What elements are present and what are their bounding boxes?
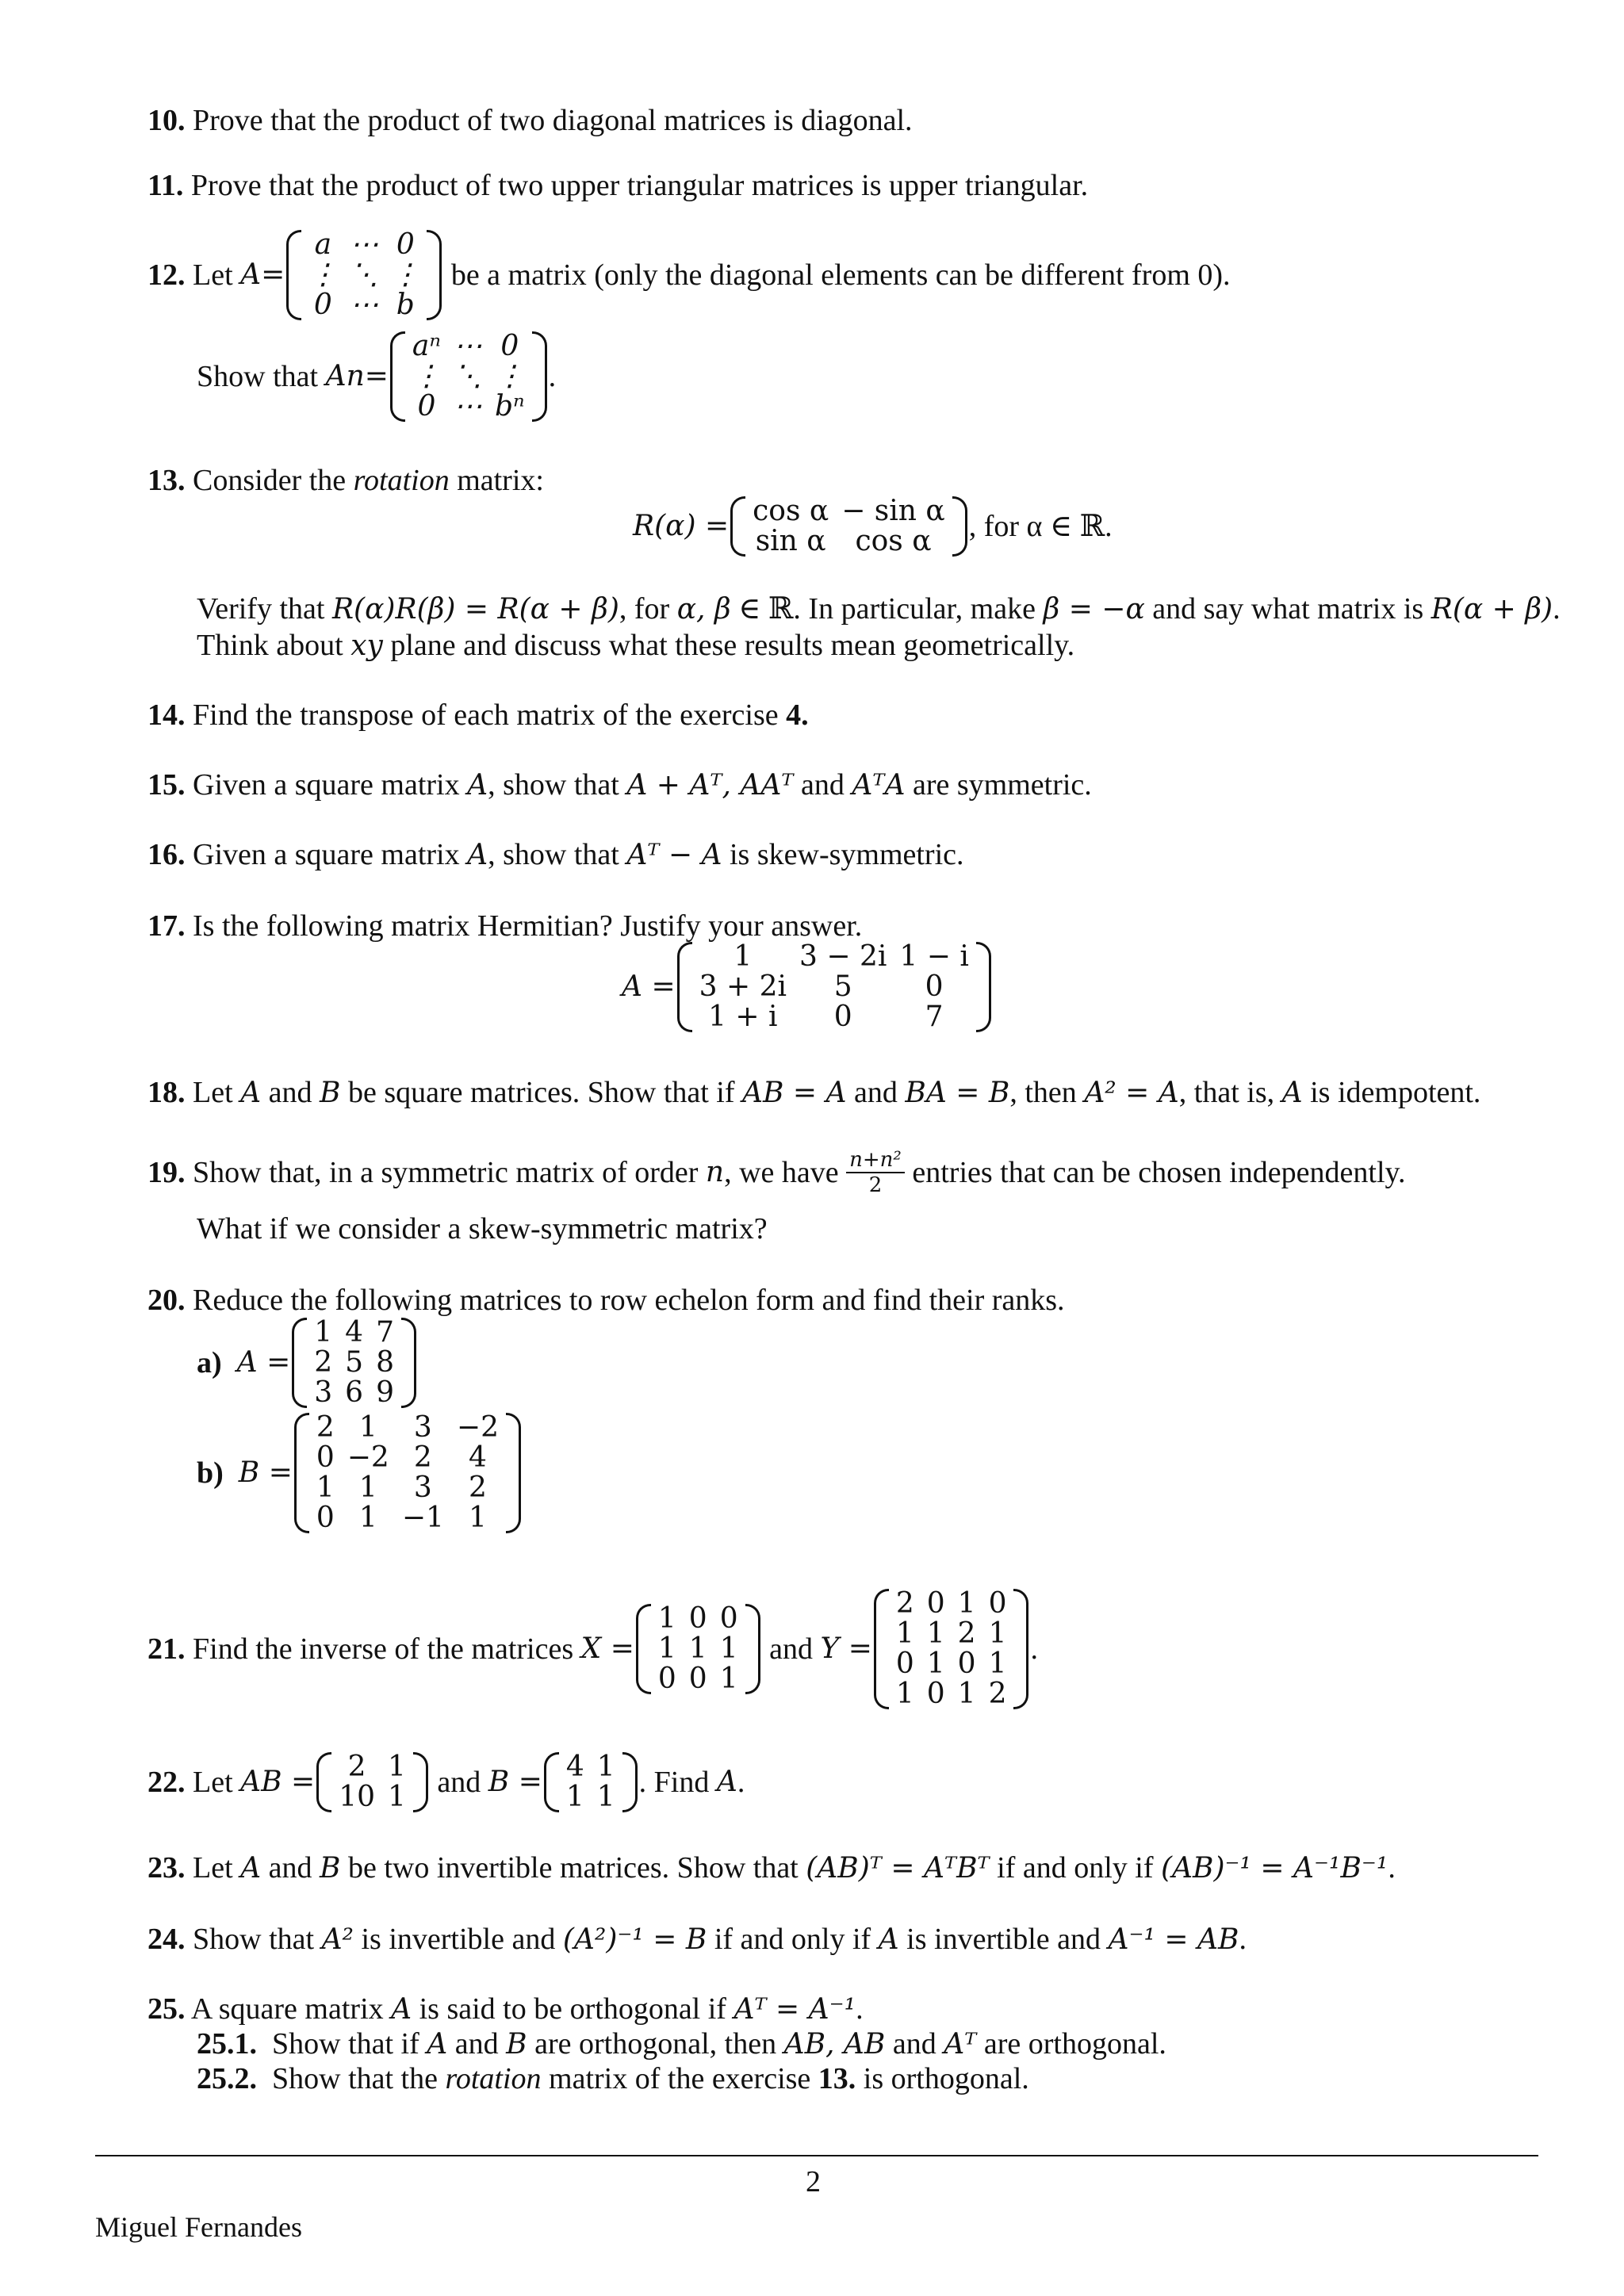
matrix-cell: 0 <box>926 1678 945 1710</box>
matrix-cell: 1 <box>469 1502 487 1534</box>
matrix-cell: 1 <box>719 1663 738 1695</box>
matrix-cell: 1 <box>926 1647 945 1680</box>
exercise-number: 21. <box>147 1632 186 1666</box>
matrix-cell: 1 <box>565 1781 584 1813</box>
exercise-number: 13. <box>147 464 186 497</box>
text: , that is, <box>1178 1076 1275 1109</box>
text: if and only if <box>714 1923 871 1956</box>
math-expression: A <box>240 1852 262 1885</box>
fraction-numerator: n+n² <box>846 1148 905 1173</box>
math-expression: xy <box>350 629 383 662</box>
text: is invertible and <box>361 1923 556 1956</box>
math-expression: A <box>878 1923 899 1956</box>
matrix-cell: 0 <box>895 1647 914 1680</box>
matrix-AB <box>315 1752 430 1812</box>
exercise-13-line1 <box>197 591 1561 627</box>
rotation-word: rotation <box>353 464 450 497</box>
text: , show that <box>488 838 619 871</box>
text: Given a square matrix <box>193 768 460 802</box>
exercise-reference: 4. <box>786 698 809 732</box>
exercise-text: Prove that the product of two upper triangular matrices is upper triangular. <box>190 169 1089 202</box>
text: Show that, in a symmetric matrix of order <box>193 1156 699 1189</box>
exercise-number: 20. <box>147 1284 186 1317</box>
matrix-cell: 0 <box>657 1663 676 1695</box>
exercise-number: 15. <box>147 768 186 802</box>
matrix-cell: 0 <box>719 1602 738 1635</box>
item-label: b) <box>197 1456 224 1490</box>
text: are symmetric. <box>913 768 1092 802</box>
matrix-cell: 3 <box>413 1411 432 1444</box>
math-expression: A <box>716 1766 737 1798</box>
show-word: Show that <box>197 360 319 393</box>
matrix-cell: 0 <box>926 1587 945 1620</box>
exercise-24 <box>147 1922 1247 1957</box>
text: is orthogonal. <box>863 2062 1029 2095</box>
matrix-cell: 0 <box>313 289 332 321</box>
for-alpha: , for α ∈ ℝ. <box>968 510 1113 543</box>
B-equals: B = <box>488 1766 542 1798</box>
matrix-cell: 0 <box>925 970 944 1003</box>
matrix-cell: 0 <box>833 1001 852 1033</box>
fraction-denominator: 2 <box>868 1173 883 1197</box>
text: . Find <box>638 1766 710 1799</box>
hermitian-matrix-equation <box>622 942 993 1032</box>
rotation-matrix-equation <box>633 496 1113 557</box>
matrix-cell: 1 + i <box>708 1001 778 1033</box>
matrix-cell: 0 <box>988 1587 1007 1620</box>
math-expression: α, β <box>676 593 731 626</box>
exercise-13 <box>147 463 544 498</box>
text: are orthogonal. <box>983 2027 1166 2061</box>
matrix-cell: 1 <box>316 1471 335 1504</box>
rotation-word: rotation <box>445 2062 542 2095</box>
B-equals: B = <box>238 1456 293 1489</box>
matrix-cell: sin α <box>755 525 826 557</box>
matrix-cell: ⋱ <box>453 360 482 392</box>
exercise-21 <box>147 1589 1038 1709</box>
matrix-cell: −2 <box>347 1441 389 1474</box>
math-expression: R(α)R(β) = R(α + β) <box>331 593 619 626</box>
matrix-cell: 1 <box>926 1617 945 1650</box>
equals: = <box>364 360 389 392</box>
Y-equals: Y = <box>820 1632 872 1665</box>
matrix-cell: 1 <box>596 1751 615 1783</box>
text: A square matrix <box>190 1992 384 2026</box>
text: , then <box>1009 1076 1077 1109</box>
math-expression: A <box>391 1993 412 2026</box>
text: Let <box>193 1076 233 1109</box>
exercise-number: 22. <box>147 1766 186 1799</box>
math-expression: A <box>240 1077 262 1109</box>
math-expression: A² <box>321 1923 354 1956</box>
matrix-cell: 5 <box>345 1346 364 1379</box>
item-label: a) <box>197 1346 222 1380</box>
exercise-text: Prove that the product of two diagonal matrices is diagonal. <box>193 104 913 137</box>
matrix-cell: ⋮ <box>308 258 338 291</box>
period: . <box>737 1766 745 1799</box>
matrix-cell: 2 <box>316 1411 335 1444</box>
text: and <box>801 768 845 802</box>
footer-divider <box>95 2155 1538 2156</box>
exercise-number: 14. <box>147 698 186 732</box>
matrix-cell: ⋱ <box>350 258 379 291</box>
exercise-18 <box>147 1075 1480 1111</box>
matrix-cell: 1 − i <box>899 940 969 973</box>
matrix-cell: 1 <box>719 1632 738 1665</box>
text: Show that if <box>272 2027 419 2061</box>
matrix-cell: 7 <box>925 1001 944 1033</box>
exercise-11 <box>147 168 1088 203</box>
matrix-cell: 1 <box>733 940 753 973</box>
text: . <box>1239 1923 1247 1956</box>
math-expression: B <box>320 1077 341 1109</box>
matrix-cell: aⁿ <box>412 330 441 362</box>
exercise-15 <box>147 767 1092 803</box>
math-expression: A² = A <box>1084 1077 1179 1109</box>
matrix-A-power-n <box>389 331 549 422</box>
exercise-23 <box>147 1850 1396 1886</box>
matrix-cell: a <box>314 228 332 261</box>
matrix-cell: ⋮ <box>412 360 441 392</box>
exercise-19 <box>147 1148 1406 1197</box>
matrix-cell: 2 <box>895 1587 914 1620</box>
AB-equals: AB = <box>240 1766 316 1798</box>
matrix-cell: 2 <box>314 1346 333 1379</box>
math-expression: AB, AB <box>783 2028 886 2061</box>
math-expression: Aᵀ − A <box>626 839 722 871</box>
matrix-cell: bⁿ <box>494 390 525 423</box>
matrix-cell: 0 <box>688 1663 707 1695</box>
matrix-cell: ⋯ <box>350 289 379 321</box>
matrix-cell: 5 <box>833 970 852 1003</box>
text: matrix of the exercise <box>549 2062 811 2095</box>
matrix-cell: 1 <box>358 1411 377 1444</box>
text: Verify that <box>197 592 325 626</box>
equals: = <box>261 258 285 291</box>
matrix-cell: 1 <box>358 1502 377 1534</box>
author-name: Miguel Fernandes <box>95 2211 302 2243</box>
text: is said to be orthogonal if <box>419 1992 726 2026</box>
text: , we have <box>724 1156 839 1189</box>
text: , show that <box>488 768 619 802</box>
matrix-cell: 1 <box>657 1602 676 1635</box>
exercise-number: 23. <box>147 1851 186 1885</box>
text: plane and discuss what these results mean geometrically. <box>390 629 1075 662</box>
text: is skew-symmetric. <box>730 838 964 871</box>
R-alpha: R(α) = <box>633 510 730 542</box>
text: is invertible and <box>906 1923 1101 1956</box>
exercise-13-line2 <box>197 628 1074 664</box>
matrix-cell: 0 <box>500 330 519 362</box>
math-expression: β = −α <box>1043 593 1145 626</box>
A-equals: A = <box>236 1346 291 1379</box>
exercise-25 <box>147 1992 864 2027</box>
math-expression: BA = B <box>905 1077 1010 1109</box>
A-equals: A = <box>622 970 676 1003</box>
math-expression: R(α + β) <box>1431 593 1553 626</box>
matrix-cell: ⋯ <box>350 228 379 261</box>
text: Think about <box>197 629 343 662</box>
let-word: Let <box>193 258 233 292</box>
math-expression: Aᵀ <box>944 2028 977 2061</box>
matrix-cell: 2 <box>347 1751 366 1783</box>
text: and <box>268 1851 312 1885</box>
text: and <box>854 1076 898 1109</box>
page-number: 2 <box>806 2165 821 2198</box>
math-expression: (AB)⁻¹ = A⁻¹B⁻¹ <box>1161 1852 1388 1885</box>
exercise-text: be a matrix (only the diagonal elements can be different from 0). <box>450 258 1231 292</box>
matrix-cell: 6 <box>345 1376 364 1409</box>
text: be square matrices. Show that if <box>347 1076 735 1109</box>
text: Find the inverse of the matrices <box>193 1632 574 1666</box>
text: and say what matrix is <box>1152 592 1424 626</box>
X-equals: X = <box>580 1632 634 1665</box>
matrix-cell: 0 <box>957 1647 976 1680</box>
matrix-cell: 0 <box>417 390 436 423</box>
math-expression: A <box>467 769 488 802</box>
text: and <box>892 2027 936 2061</box>
matrix-cell: 1 <box>895 1678 914 1710</box>
text: What if we consider a skew-symmetric matrix? <box>197 1212 768 1246</box>
matrix-cell: 3 <box>413 1471 432 1504</box>
matrix-B <box>542 1752 639 1812</box>
text: Let <box>193 1766 233 1799</box>
matrix-cell: 1 <box>688 1632 707 1665</box>
text: Given a square matrix <box>193 838 460 871</box>
matrix-cell: 1 <box>596 1781 615 1813</box>
math-expression: A <box>1281 1077 1303 1109</box>
exercise-text: Find the transpose of each matrix of the exercise <box>193 698 779 732</box>
exercise-text: Is the following matrix Hermitian? Justify your answer. <box>193 909 863 943</box>
text: ∈ ℝ. In particular, make <box>738 592 1036 626</box>
fraction <box>846 1148 905 1197</box>
text: and <box>268 1076 312 1109</box>
math-expression: (A²)⁻¹ = B <box>562 1923 707 1956</box>
matrix-cell: 2 <box>413 1441 432 1474</box>
subexercise-number: 25.1. <box>197 2027 257 2061</box>
matrix-cell: 1 <box>314 1316 333 1349</box>
text: entries that can be chosen independently. <box>912 1156 1406 1189</box>
exercise-number: 24. <box>147 1923 186 1956</box>
math-expression: A + Aᵀ, AAᵀ <box>626 769 794 802</box>
text: . <box>1553 592 1561 626</box>
matrix-cell: 1 <box>957 1678 976 1710</box>
matrix-cell: 4 <box>565 1751 584 1783</box>
text: Let <box>193 1851 233 1885</box>
exercise-reference: 13. <box>818 2062 856 2095</box>
matrix-B <box>293 1413 523 1533</box>
math-expression: B <box>320 1852 341 1885</box>
matrix-cell: 8 <box>376 1346 394 1379</box>
math-expression: B <box>506 2028 527 2061</box>
exercise-20 <box>147 1283 1065 1318</box>
matrix-cell: 3 − 2i <box>799 940 887 973</box>
exercise-number: 16. <box>147 838 186 871</box>
matrix-cell: 0 <box>396 228 415 261</box>
matrix-cell: ⋮ <box>495 360 524 392</box>
math-expression: Aᵀ = A⁻¹ <box>733 1993 856 2026</box>
matrix-cell: 3 + 2i <box>699 970 787 1003</box>
matrix-cell: 1 <box>388 1751 406 1783</box>
exercise-number: 12. <box>147 258 186 292</box>
exercise-number: 19. <box>147 1156 186 1189</box>
matrix-A <box>285 230 443 320</box>
matrix-cell: 4 <box>469 1441 487 1474</box>
matrix-cell: 1 <box>957 1587 976 1620</box>
matrix-A <box>290 1318 418 1408</box>
math-A: A <box>240 258 262 291</box>
text: be two invertible matrices. Show that <box>347 1851 799 1885</box>
matrix-cell: ⋯ <box>453 330 482 362</box>
matrix-cell: 1 <box>388 1781 406 1813</box>
matrix-cell: 9 <box>376 1376 394 1409</box>
matrix-cell: 1 <box>988 1647 1007 1680</box>
exercise-12 <box>147 230 1231 320</box>
math-expression: AᵀA <box>852 769 906 802</box>
matrix-cell: 1 <box>895 1617 914 1650</box>
math-expression: AB = A <box>742 1077 847 1109</box>
text: is idempotent. <box>1310 1076 1481 1109</box>
matrix-cell: 0 <box>316 1502 335 1534</box>
matrix-cell: 1 <box>657 1632 676 1665</box>
text: , for <box>619 592 670 626</box>
exercise-16 <box>147 837 964 873</box>
matrix-cell: 1 <box>988 1617 1007 1650</box>
subexercise-number: 25.2. <box>197 2062 257 2095</box>
matrix-cell: − sin α <box>841 495 945 527</box>
matrix-cell: 2 <box>957 1617 976 1650</box>
period: . <box>1030 1632 1038 1666</box>
exercise-22 <box>147 1752 745 1812</box>
exercise-20b <box>197 1413 523 1533</box>
matrix-Y <box>872 1589 1031 1709</box>
matrix-cell: ⋮ <box>391 258 420 291</box>
exercise-17 <box>147 909 862 943</box>
matrix-A <box>676 942 993 1032</box>
text: are orthogonal, then <box>534 2027 777 2061</box>
exercise-number: 11. <box>147 169 184 202</box>
period: . <box>548 360 557 393</box>
exercise-14 <box>147 698 809 733</box>
math-expression: (AB)ᵀ = AᵀBᵀ <box>806 1852 990 1885</box>
text: Show that <box>193 1923 315 1956</box>
exercise-25-1 <box>197 2026 1166 2062</box>
matrix-cell: 2 <box>469 1471 487 1504</box>
exercise-12-show: Show that A n = aⁿ ⋯ 0 ⋮ ⋱ ⋮ 0 ⋯ bⁿ . <box>197 330 557 423</box>
matrix-cell: ⋯ <box>453 390 482 423</box>
math-A: A <box>325 360 347 392</box>
matrix-cell: 3 <box>314 1376 333 1409</box>
exercise-20a <box>197 1318 418 1408</box>
matrix-cell: cos α <box>855 525 932 557</box>
exercise-number: 18. <box>147 1076 186 1109</box>
text: Show that the <box>272 2062 438 2095</box>
text: . <box>856 1992 864 2026</box>
matrix-cell: cos α <box>753 495 829 527</box>
matrix-X <box>634 1604 762 1694</box>
matrix-cell: 4 <box>345 1316 364 1349</box>
text: . <box>1388 1851 1396 1885</box>
matrix-cell: 0 <box>688 1602 707 1635</box>
rotation-matrix <box>729 496 969 557</box>
exercise-number: 17. <box>147 909 186 943</box>
text: Consider the <box>193 464 347 497</box>
math-expression: A <box>427 2028 448 2061</box>
matrix-cell: b <box>396 289 415 321</box>
text: and <box>437 1766 481 1799</box>
text: and <box>769 1632 813 1666</box>
text: matrix: <box>457 464 544 497</box>
matrix-cell: 1 <box>358 1471 377 1504</box>
math-expression: A <box>467 839 488 871</box>
matrix-cell: 0 <box>316 1441 335 1474</box>
text: if and only if <box>997 1851 1154 1885</box>
matrix-cell: 7 <box>376 1316 394 1349</box>
exercise-19-line2 <box>197 1211 768 1246</box>
matrix-cell: −1 <box>401 1502 444 1534</box>
exercise-number: 10. <box>147 104 186 137</box>
exercise-25-2 <box>197 2061 1029 2096</box>
matrix-cell: 10 <box>339 1781 376 1813</box>
exercise-text: Reduce the following matrices to row echelon form and find their ranks. <box>193 1284 1065 1317</box>
math-expression: n <box>705 1156 725 1188</box>
exercise-10 <box>147 103 913 138</box>
exercise-number: 25. <box>147 1992 186 2026</box>
matrix-cell: −2 <box>456 1411 499 1444</box>
matrix-cell: 2 <box>988 1678 1007 1710</box>
math-expression: A⁻¹ = AB <box>1108 1923 1239 1956</box>
text: and <box>454 2027 499 2061</box>
